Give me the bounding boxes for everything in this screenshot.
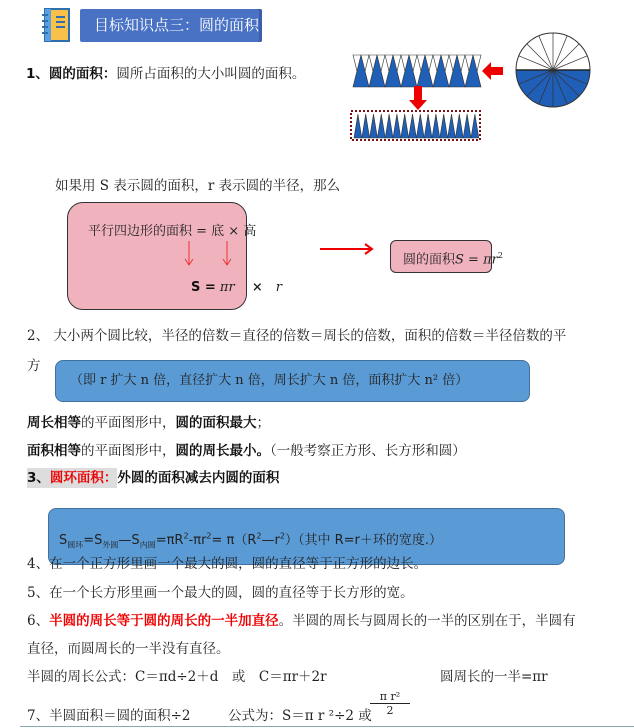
formula-sub: 圆环	[67, 540, 84, 550]
semicircle-area-formula: 公式为：S＝π r ²÷2 或	[228, 708, 372, 724]
circle-spoke	[553, 44, 579, 70]
left-arrow-icon	[482, 62, 503, 80]
item-2-cont: 方	[27, 358, 41, 374]
formula-sub: 外圆	[102, 540, 119, 550]
formula-part: =πR	[155, 533, 184, 548]
area-equal-text: 面积相等的平面图形中，圆的周长最小。（一般考察正方形、长方形和圆）	[27, 443, 466, 459]
sector-blue	[416, 114, 424, 138]
sector-blue	[471, 114, 479, 138]
item-2: 2、 大小两个圆比较，半径的倍数＝直径的倍数＝周长的倍数，面积的倍数＝半径倍数的平	[27, 328, 567, 344]
sector-blue	[463, 114, 471, 138]
formula-part: = π（R	[211, 533, 257, 548]
sector-blue	[424, 114, 432, 138]
item-4: 4、在一个正方形里画一个最大的圆，圆的直径等于正方形的边长。	[27, 556, 428, 572]
sector-blue	[432, 114, 440, 138]
sector-blue	[354, 114, 362, 138]
semicircle-perimeter-formula: 半圆的周长公式：C＝πd÷2＋d 或 C＝πr＋2r	[27, 669, 327, 685]
sector-blue	[440, 114, 448, 138]
down-arrow-icon	[409, 86, 427, 110]
item-1	[26, 62, 305, 82]
fraction-numerator: π r²	[370, 690, 410, 704]
half-circumference-formula: 圆周长的一半=πr	[440, 669, 548, 685]
item-3: 3、圆环面积：外圆的面积减去内圆的面积	[27, 470, 280, 486]
circle-derivation: S = πr × r	[191, 280, 282, 295]
circle-area-diagram	[345, 32, 595, 144]
formula-part: -πr	[188, 533, 207, 548]
sector-blue	[370, 114, 378, 138]
down-arrows	[183, 241, 233, 267]
sector-blue	[401, 114, 409, 138]
intro-text: 如果用 S 表示圆的面积，r 表示圆的半径，那么	[55, 178, 341, 194]
sector-blue	[385, 114, 393, 138]
notebook-icon	[42, 8, 70, 42]
sector-blue	[393, 114, 401, 138]
parallelogram-formula: 平行四边形的面积 = 底 × 高	[88, 224, 257, 239]
parallelogram-formula-box	[67, 202, 282, 310]
formula-part: =S	[83, 533, 103, 548]
formula-part: ）（其中 R=r＋环的宽度.）	[284, 533, 442, 548]
formula-part: S	[59, 533, 68, 548]
fraction	[370, 690, 410, 717]
item-5: 5、在一个长方形里画一个最大的圆，圆的直径等于长方形的宽。	[27, 585, 414, 601]
section-title-banner: 目标知识点三：圆的面积	[80, 9, 262, 42]
sector-blue	[409, 114, 417, 138]
formula-sub: 内圆	[139, 540, 156, 550]
fraction-denominator: 2	[386, 704, 394, 717]
right-arrow-icon	[320, 243, 374, 255]
perimeter-equal-text: 周长相等的平面图形中，圆的面积最大；	[27, 415, 270, 431]
formula-part: —S	[118, 533, 140, 548]
annulus-formula-box: $S_{圆环}=S_{外圆}—S_{内圆}=\pi R^2-\pi r^2=$ $\pi(R^2—r^2)$（其中 R=r＋环的宽度.）	[48, 508, 565, 565]
divider	[20, 726, 634, 727]
sector-blue	[448, 114, 456, 138]
item-6: 6、半圆的周长等于圆的周长的一半加直径。半圆的周长与圆周长的一半的区别在于，半圆有	[27, 613, 576, 629]
sector-blue	[377, 114, 385, 138]
sector-blue	[362, 114, 370, 138]
circle-spoke	[527, 44, 553, 70]
item-1-text: 圆所占面积的大小叫圆的面积。	[116, 66, 306, 82]
item-1-label: 1、圆的面积：	[26, 66, 117, 82]
item-6-cont: 直径，而圆周长的一半没有直径。	[27, 641, 230, 657]
item-7: 7、半圆面积＝圆的面积÷2	[27, 708, 191, 724]
circle-area-formula-box: 圆的面积$S = \pi r^2$	[390, 240, 492, 273]
sector-blue	[455, 114, 463, 138]
item-2-box: （即 r 扩大 n 倍，直径扩大 n 倍，周长扩大 n 倍，面积扩大 n² 倍）	[55, 360, 530, 402]
formula-part: —r	[261, 533, 280, 548]
